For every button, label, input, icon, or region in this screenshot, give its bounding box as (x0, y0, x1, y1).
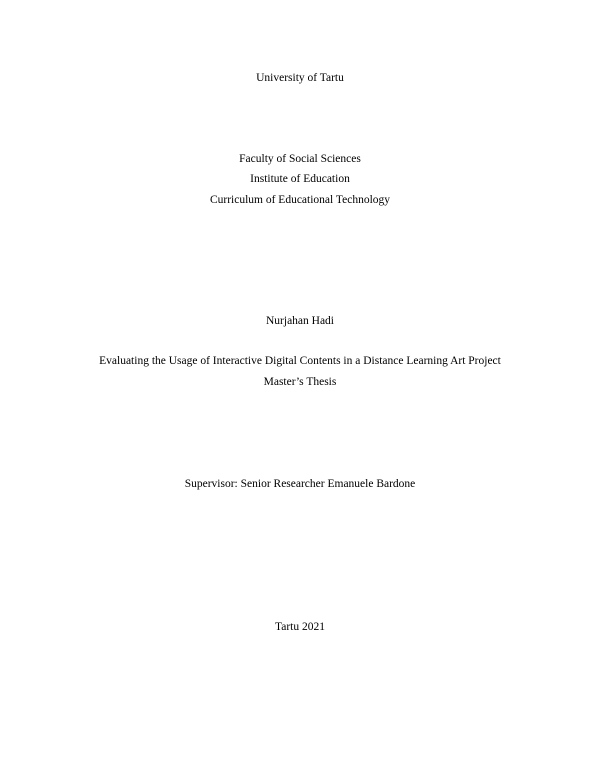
university-name: University of Tartu (256, 72, 344, 84)
curriculum-name: Curriculum of Educational Technology (209, 194, 391, 206)
institute-name: Institute of Education (250, 173, 350, 185)
thesis-type: Master’s Thesis (263, 376, 337, 388)
author-name: Nurjahan Hadi (265, 315, 335, 327)
place-and-year: Tartu 2021 (275, 621, 325, 633)
thesis-title: Evaluating the Usage of Interactive Digital Contents in a Distance Learning Art Project (99, 355, 501, 367)
supervisor-line: Supervisor: Senior Researcher Emanuele Bardone (184, 478, 416, 490)
faculty-name: Faculty of Social Sciences (239, 153, 361, 165)
